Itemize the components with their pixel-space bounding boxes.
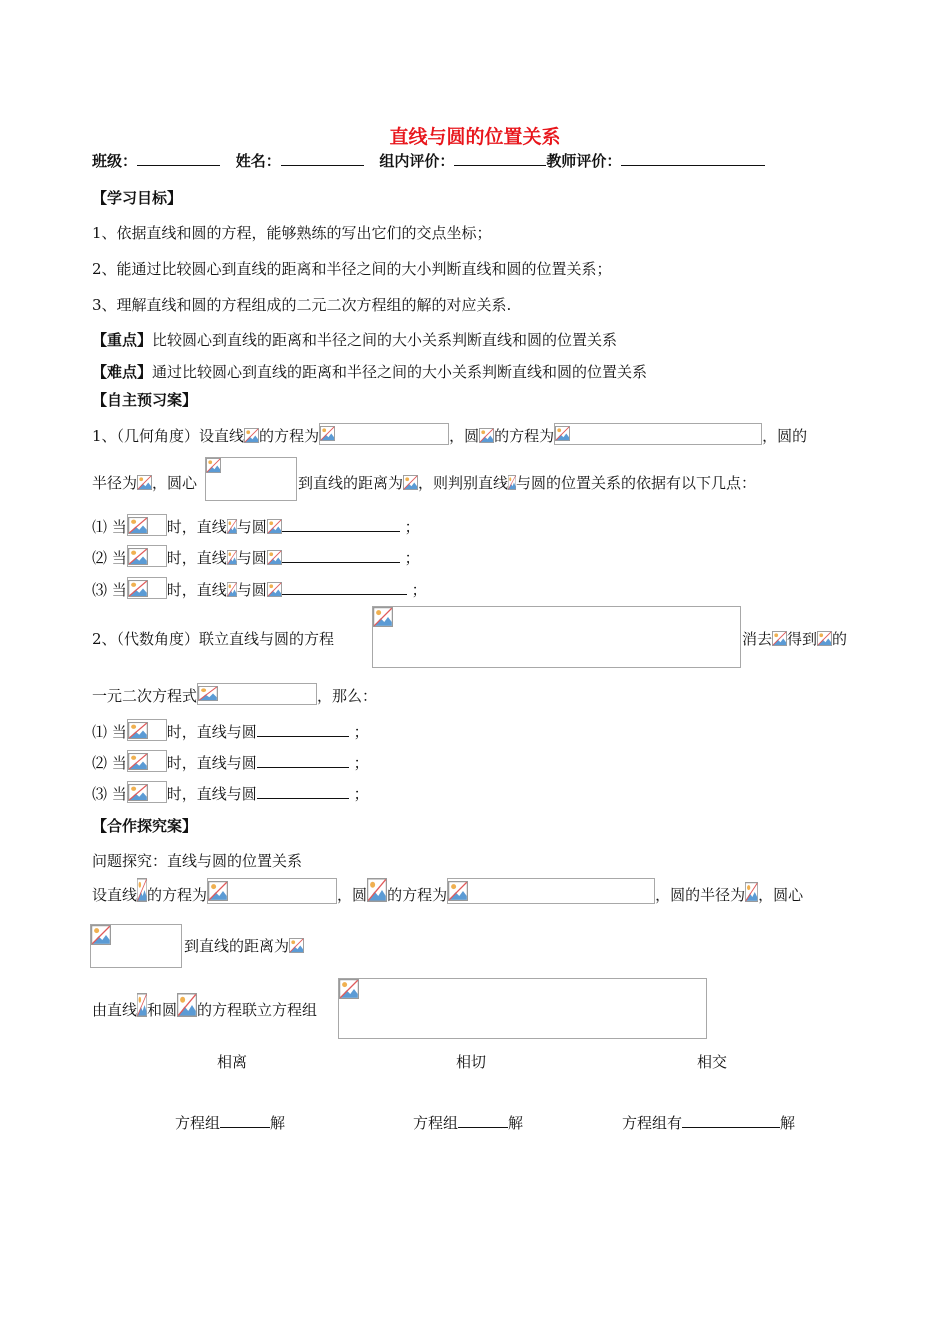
relation-separate: 相离 — [217, 1053, 248, 1071]
key-point — [92, 329, 617, 350]
q2-text: 得到 — [787, 630, 818, 648]
coop-line1 — [92, 878, 803, 905]
coop-text: 到直线的距离为 — [184, 937, 290, 955]
q1-text: ，圆 — [449, 427, 480, 445]
objective-item: 3、理解直线和圆的方程组成的二元二次方程组的解的对应关系. — [92, 296, 512, 314]
case-text: 与圆 — [236, 549, 267, 567]
preview-q1-line1 — [92, 423, 807, 446]
teacher-eval-label: 教师评价： — [546, 152, 622, 170]
broken-image-icon — [479, 428, 494, 443]
q1-text: 与圆的位置关系的依据有以下几点： — [516, 474, 757, 492]
answer-blank[interactable] — [282, 579, 407, 595]
coop-text: ，圆的半径为 — [655, 886, 746, 904]
coop-text: 程为 — [177, 886, 208, 904]
coop-text: 由直线 — [92, 1001, 138, 1019]
coop-text: 的方程为 — [387, 886, 448, 904]
case-num: ⑶ 当 — [92, 785, 127, 803]
formula-box — [447, 878, 655, 904]
broken-image-icon — [137, 475, 152, 490]
case-num: ⑶ 当 — [92, 581, 127, 599]
answer-blank[interactable] — [257, 721, 349, 737]
difficulty-text: 通过比较圆心到直线的距离和半径之间的大小关系判断直线和圆的位置关系 — [152, 363, 648, 381]
broken-image-icon — [128, 722, 148, 739]
answer-blank[interactable] — [282, 516, 400, 532]
case-num: ⑵ 当 — [92, 754, 127, 772]
q1-text: 1、（几何角度）设直线 — [92, 427, 245, 445]
formula-box — [127, 545, 167, 567]
answer-blank[interactable] — [257, 752, 349, 768]
broken-image-icon — [508, 475, 516, 490]
objective-item: 1、依据直线和圆的方程，能够熟练的写出它们的交点坐标； — [92, 224, 492, 242]
relation-tangent: 相切 — [456, 1053, 487, 1071]
coop-text: ，圆心 — [758, 886, 804, 904]
case-text: ； — [353, 754, 369, 772]
broken-image-icon — [339, 979, 359, 999]
relation-intersect: 相交 — [697, 1053, 728, 1071]
answer-blank[interactable] — [282, 547, 400, 563]
page-title: 直线与圆的位置关系 — [389, 126, 561, 148]
formula-box — [127, 514, 167, 536]
case-num: ⑴ 当 — [92, 723, 127, 741]
broken-image-icon — [198, 686, 218, 701]
formula-box — [90, 924, 182, 968]
case-row — [92, 719, 369, 742]
system-text: 解 — [780, 1114, 796, 1132]
q1-text: ，则判别直线 — [418, 474, 509, 492]
broken-image-icon — [128, 548, 148, 565]
q2-text: ，那么： — [317, 687, 378, 705]
q2-line2 — [92, 683, 377, 706]
case-text: ； — [404, 518, 420, 536]
broken-image-icon — [267, 550, 282, 565]
class-field[interactable] — [137, 150, 220, 166]
broken-image-icon — [137, 878, 147, 902]
formula-box — [205, 457, 297, 501]
system-answer — [413, 1112, 523, 1133]
system-text: 方程组 — [175, 1114, 221, 1132]
broken-image-icon — [403, 475, 418, 490]
case-num: ⑵ 当 — [92, 549, 127, 567]
broken-image-icon — [373, 607, 393, 627]
broken-image-icon — [555, 426, 570, 441]
q2-text: 一元二次方程式 — [92, 687, 198, 705]
formula-box — [127, 781, 167, 803]
broken-image-icon — [208, 881, 228, 901]
objectives-heading: 【学习目标】 — [92, 189, 183, 207]
q2-text: 的 — [832, 630, 848, 648]
coop-system — [92, 993, 317, 1020]
group-eval-field[interactable] — [454, 150, 546, 166]
formula-box — [319, 423, 449, 445]
objective-item: 2、能通过比较圆心到直线的距离和半径之间的大小判断直线和圆的位置关系； — [92, 260, 612, 278]
formula-box — [127, 719, 167, 741]
broken-image-icon — [289, 938, 304, 953]
case-text: ； — [353, 723, 369, 741]
system-text: 解 — [270, 1114, 286, 1132]
class-label: 班级： — [92, 152, 138, 170]
formula-box — [127, 750, 167, 772]
key-point-text: 比较圆心到直线的距离和半径之间的大小关系判断直线和圆的位置关系 — [152, 331, 618, 349]
q1-text: 半径为 — [92, 474, 138, 492]
formula-box — [372, 606, 741, 668]
name-field[interactable] — [281, 150, 364, 166]
broken-image-icon — [267, 582, 282, 597]
q1-text: ，圆的 — [762, 427, 808, 445]
preview-heading: 【自主预习案】 — [92, 391, 198, 409]
coop-text: 和圆 — [147, 1001, 178, 1019]
broken-image-icon — [91, 925, 111, 945]
q1-text: ，圆心 — [152, 474, 198, 492]
broken-image-icon — [227, 550, 237, 565]
broken-image-icon — [772, 631, 787, 646]
case-text: ； — [353, 785, 369, 803]
answer-blank[interactable] — [458, 1112, 508, 1128]
q1-text: 的方程为 — [494, 427, 555, 445]
difficulty-label: 【难点】 — [92, 363, 153, 381]
q1-text: 程为 — [289, 427, 320, 445]
formula-box — [338, 978, 707, 1039]
coop-text: 的方程联立方程组 — [197, 1001, 318, 1019]
case-text: ； — [411, 581, 427, 599]
coop-text: 的方 — [147, 886, 178, 904]
system-text: 方程组 — [413, 1114, 459, 1132]
case-text: 与圆 — [236, 581, 267, 599]
q2-text-right — [742, 628, 847, 649]
case-text: 时，直线 — [166, 549, 227, 567]
broken-image-icon — [128, 580, 148, 597]
system-text: 解 — [508, 1114, 524, 1132]
case-text: ； — [404, 549, 420, 567]
group-eval-label: 组内评价： — [379, 152, 455, 170]
broken-image-icon — [745, 882, 758, 902]
q2-text: 2、（代数角度）联立直线与圆的方程 — [92, 630, 335, 648]
case-text: 时，直线与圆 — [166, 754, 257, 772]
broken-image-icon — [128, 753, 148, 770]
header-row — [92, 150, 765, 171]
broken-image-icon — [244, 428, 259, 443]
broken-image-icon — [267, 519, 282, 534]
answer-blank[interactable] — [257, 783, 349, 799]
broken-image-icon — [128, 517, 148, 534]
broken-image-icon — [177, 993, 197, 1017]
broken-image-icon — [128, 784, 148, 801]
case-row — [92, 545, 420, 568]
answer-blank[interactable] — [682, 1112, 780, 1128]
case-row — [92, 750, 369, 773]
broken-image-icon — [817, 631, 832, 646]
system-answer — [622, 1112, 795, 1133]
case-text: 时，直线 — [166, 581, 227, 599]
q1-text: 到直线的距离为 — [298, 474, 404, 492]
broken-image-icon — [227, 519, 237, 534]
q1-distance-text — [298, 472, 756, 493]
answer-blank[interactable] — [220, 1112, 270, 1128]
key-point-label: 【重点】 — [92, 331, 153, 349]
case-text: 时，直线与圆 — [166, 785, 257, 803]
case-text: 与圆 — [236, 518, 267, 536]
formula-box — [127, 577, 167, 599]
case-num: ⑴ 当 — [92, 518, 127, 536]
name-label: 姓名： — [235, 152, 281, 170]
case-row — [92, 781, 369, 804]
broken-image-icon — [227, 582, 237, 597]
q1-text: 的方 — [259, 427, 290, 445]
coop-heading: 【合作探究案】 — [92, 817, 198, 835]
case-text: 时，直线与圆 — [166, 723, 257, 741]
broken-image-icon — [320, 426, 335, 441]
formula-box — [197, 683, 317, 705]
broken-image-icon — [137, 993, 147, 1017]
case-row — [92, 514, 420, 537]
coop-distance — [184, 935, 304, 956]
coop-text: ，圆 — [337, 886, 368, 904]
formula-box — [207, 878, 337, 904]
teacher-eval-field[interactable] — [621, 150, 765, 166]
system-answer — [175, 1112, 285, 1133]
coop-problem: 问题探究：直线与圆的位置关系 — [92, 852, 303, 870]
difficulty — [92, 361, 647, 382]
q1-radius-text — [92, 472, 197, 493]
broken-image-icon — [206, 458, 221, 473]
q2-text: 去 — [757, 630, 773, 648]
coop-text: 设直线 — [92, 886, 138, 904]
q2-text: 消 — [742, 630, 758, 648]
formula-box — [554, 423, 762, 445]
broken-image-icon — [367, 878, 387, 902]
system-text: 方程组有 — [622, 1114, 683, 1132]
case-text: 时，直线 — [166, 518, 227, 536]
broken-image-icon — [448, 881, 468, 901]
case-row — [92, 577, 427, 600]
